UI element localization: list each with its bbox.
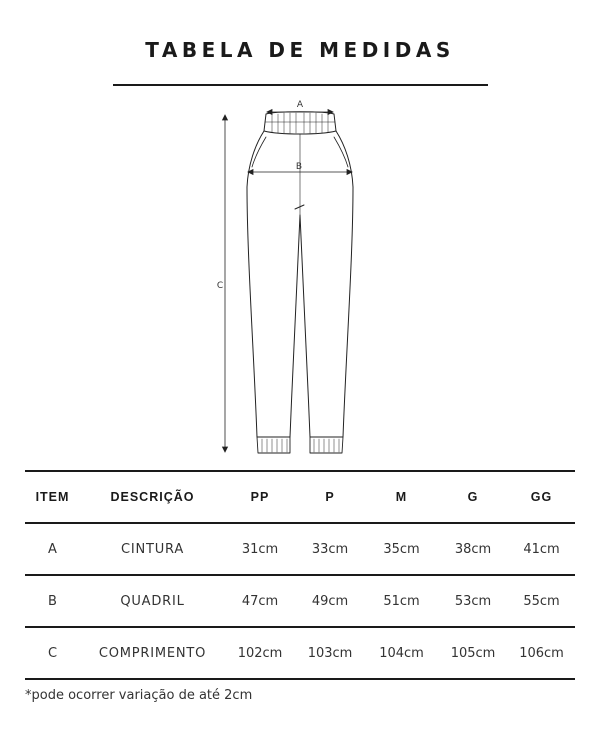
table-row <box>25 627 575 679</box>
cell-pp: 102cm <box>225 627 295 679</box>
variation-note: *pode ocorrer variação de até 2cm <box>25 688 253 703</box>
header-gg: GG <box>508 471 575 523</box>
cell-m: 51cm <box>365 575 438 627</box>
cell-item: B <box>25 575 80 627</box>
header-descricao: DESCRIÇÃO <box>80 471 225 523</box>
cell-p: 103cm <box>295 627 365 679</box>
header-p: P <box>295 471 365 523</box>
cell-pp: 31cm <box>225 523 295 575</box>
cell-pp: 47cm <box>225 575 295 627</box>
measure-c-label: C <box>216 281 224 291</box>
waistband-outline <box>264 112 336 134</box>
cell-item: C <box>25 627 80 679</box>
header-pp: PP <box>225 471 295 523</box>
cell-item: A <box>25 523 80 575</box>
table-row <box>25 575 575 627</box>
measure-b-label: B <box>295 162 303 172</box>
cell-gg: 106cm <box>508 627 575 679</box>
cell-description: COMPRIMENTO <box>80 627 225 679</box>
page-title: TABELA DE MEDIDAS <box>145 38 455 62</box>
measure-a-label: A <box>296 100 304 110</box>
cell-p: 33cm <box>295 523 365 575</box>
table-header-row <box>25 471 575 523</box>
cell-description: QUADRIL <box>80 575 225 627</box>
cell-g: 105cm <box>438 627 508 679</box>
size-table <box>25 470 575 680</box>
cell-description: CINTURA <box>80 523 225 575</box>
title-divider <box>113 84 488 86</box>
table-row <box>25 523 575 575</box>
cell-m: 35cm <box>365 523 438 575</box>
cell-g: 53cm <box>438 575 508 627</box>
header-m: M <box>365 471 438 523</box>
header-g: G <box>438 471 508 523</box>
cell-p: 49cm <box>295 575 365 627</box>
header-item: ITEM <box>25 471 80 523</box>
cell-m: 104cm <box>365 627 438 679</box>
pants-diagram <box>200 95 400 465</box>
cell-gg: 41cm <box>508 523 575 575</box>
cell-g: 38cm <box>438 523 508 575</box>
cell-gg: 55cm <box>508 575 575 627</box>
